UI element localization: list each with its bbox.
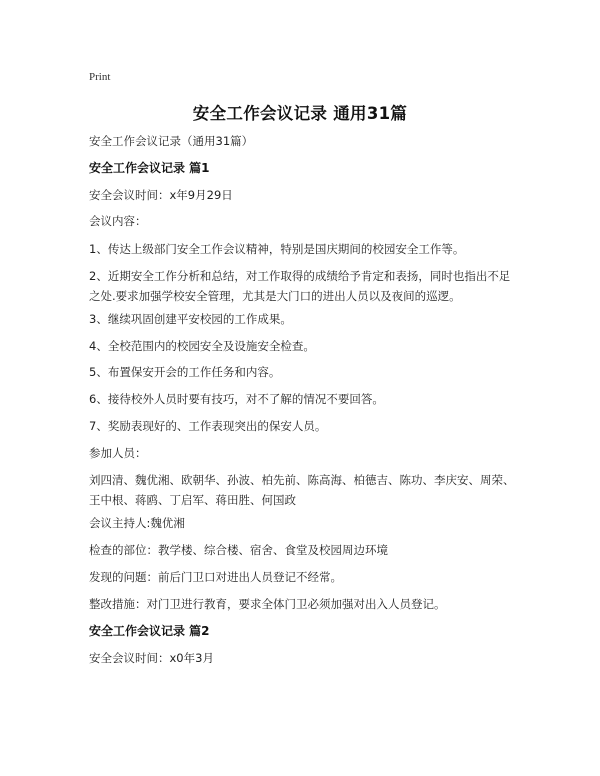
attendees-list: 刘四清、魏优湘、欧朝华、孙波、柏先前、陈高海、柏德吉、陈功、李庆安、周荣、王中根、蒋鸥、丁启军、蒋田胜、何国政 <box>89 473 515 507</box>
corrective-measures: 整改措施：对门卫进行教育，要求全体门卫必须加强对出入人员登记。 <box>89 597 446 611</box>
list-item: 3、继续巩固创建平安校园的工作成果。 <box>89 312 292 326</box>
meeting-host: 会议主持人:魏优湘 <box>89 516 185 530</box>
section-heading-1: 安全工作会议记录 篇1 <box>89 161 210 175</box>
meeting-time: 安全会议时间：x年9月29日 <box>89 188 233 202</box>
problems-found: 发现的问题：前后门卫口对进出人员登记不经常。 <box>89 570 342 584</box>
page-title: 安全工作会议记录 通用31篇 <box>192 104 408 123</box>
document-subtitle: 安全工作会议记录（通用31篇） <box>89 134 254 148</box>
list-item: 2、近期安全工作分析和总结，对工作取得的成绩给予肯定和表扬，同时也指出不足之处.要求加强学校安全管理，尤其是大门口的进出人员以及夜间的巡逻。 <box>89 269 511 303</box>
meeting-time-2: 安全会议时间：x0年3月 <box>89 651 214 665</box>
attendees-label: 参加人员： <box>89 446 147 460</box>
list-item: 1、传达上级部门安全工作会议精神，特别是国庆期间的校园安全工作等。 <box>89 242 465 256</box>
content-label: 会议内容： <box>89 214 147 228</box>
list-item: 6、接待校外人员时要有技巧，对不了解的情况不要回答。 <box>89 392 384 406</box>
list-item: 7、奖励表现好的、工作表现突出的保安人员。 <box>89 419 327 433</box>
list-item: 4、全校范围内的校园安全及设施安全检查。 <box>89 339 315 353</box>
section-heading-2: 安全工作会议记录 篇2 <box>89 624 210 638</box>
inspection-areas: 检查的部位：教学楼、综合楼、宿舍、食堂及校园周边环境 <box>89 543 388 557</box>
print-label: Print <box>89 71 111 83</box>
list-item: 5、布置保安开会的工作任务和内容。 <box>89 365 281 379</box>
